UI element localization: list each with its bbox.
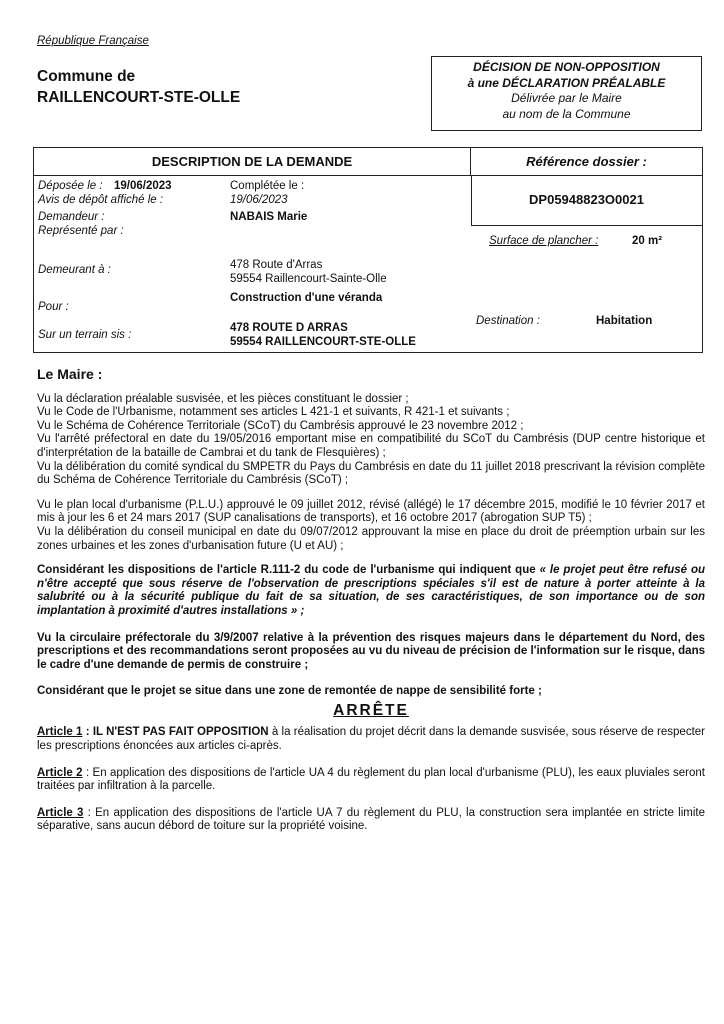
article-1-label: Article 1: [37, 726, 83, 739]
decision-subtitle: à une DÉCLARATION PRÉALABLE: [467, 75, 666, 90]
surface-label: Surface de plancher :: [489, 235, 599, 247]
decision-title: DÉCISION DE NON-OPPOSITION: [473, 60, 660, 74]
vu-deliberation-conseil: Vu la délibération du conseil municipal en date du 09/07/2012 approuvant la mise en place du droit de préemption urbain sur les zones urbaines et les zones d'urbanisation future (U et AU) ;: [37, 525, 705, 552]
article-1-bold: : IL N'EST PAS FAIT OPPOSITION: [82, 726, 269, 739]
demande-title: DESCRIPTION DE LA DEMANDE: [34, 148, 471, 176]
pour-label: Pour :: [38, 301, 69, 313]
article-2-text: : En application des dispositions de l'article UA 4 du règlement du plan local d'urbanisme (PLU), les eaux pluviales seront traitées par infiltration à la parcelle.: [37, 766, 705, 793]
terrain-line1: 478 ROUTE D ARRAS: [230, 322, 348, 334]
vu-scot: Vu le Schéma de Cohérence Territoriale (SCoT) du Cambrésis approuvé le 23 novembre 2012 ;: [37, 419, 524, 432]
vu-plu: Vu le plan local d'urbanisme (P.L.U.) approuvé le 09 juillet 2012, révisé (allégé) le 17 décembre 2015, modifié le 10 février 2017 et mis à jour les 6 et 24 mars 2017 (SUP canalisations de transports), et 16 octobre 2017 (abrogation SUP T5) ;: [37, 498, 705, 525]
demeurant-label: Demeurant à :: [38, 264, 111, 276]
demande-table: [33, 147, 703, 353]
arrete-heading: ARRÊTE: [333, 701, 409, 719]
vu-declaration: Vu la déclaration préalable susvisée, et les pièces constituant le dossier ;: [37, 392, 409, 405]
vu-circulaire: Vu la circulaire préfectorale du 3/9/2007 relative à la prévention des risques majeurs dans le département du Nord, des prescriptions et des recommandations seront proposées au vu du niveau de précision de l'information sur le risque, dans le cadre d'une demande de permis de construire ;: [37, 631, 705, 671]
considerant-intro: Considérant les dispositions de l'article R.111-2 du code de l'urbanisme qui indiquent que: [37, 564, 536, 577]
article-1: [37, 726, 705, 753]
terrain-line2: 59554 RAILLENCOURT-STE-OLLE: [230, 336, 416, 348]
deposee-label: Déposée le :: [38, 180, 103, 192]
divider: [471, 225, 702, 226]
completee-label: Complétée le :: [230, 180, 305, 192]
decision-on-behalf: au nom de la Commune: [502, 106, 631, 121]
maire-heading: Le Maire :: [37, 366, 103, 382]
article-2-label: Article 2: [37, 766, 83, 779]
article-3: [37, 807, 705, 834]
considerant-quote: « le projet peut être refusé ou n'être accepté que sous réserve de l'observation de prescriptions spéciales s'il est de nature à porter atteinte à la salubrité ou à la sécurité publique du fait de sa situation, de ses caractéristiques, de son importance ou de son implantation à proximité d'autres installations » ;: [37, 564, 705, 617]
deposee-value: 19/06/2023: [114, 180, 172, 192]
article-1-text: à la réalisation du projet décrit dans la demande susvisée, sous réserve de respecter les prescriptions énoncées aux articles ci-après.: [37, 726, 705, 753]
demandeur-label: Demandeur :: [38, 211, 105, 223]
destination-label: Destination :: [476, 315, 540, 327]
commune-line2: RAILLENCOURT-STE-OLLE: [37, 89, 241, 106]
commune-name: [37, 66, 240, 108]
reference-value: DP05948823O0021: [529, 192, 644, 207]
avis-label: Avis de dépôt affiché le :: [38, 194, 164, 206]
terrain-label: Sur un terrain sis :: [38, 329, 132, 341]
republique-francaise: République Française: [37, 35, 149, 47]
demeurant-line2: 59554 Raillencourt-Sainte-Olle: [230, 273, 387, 285]
destination-value: Habitation: [596, 315, 653, 327]
decision-box: [431, 56, 702, 131]
article-3-label: Article 3: [37, 806, 84, 819]
article-3-text: : En application des dispositions de l'article UA 7 du règlement du PLU, la construction sera implantée en stricte limite séparative, sans aucun débord de toiture sur la propriété voisine.: [37, 806, 705, 833]
considerant-nappe: Considérant que le projet se situe dans une zone de remontée de nappe de sensibilité forte ;: [37, 685, 542, 698]
vu-code-urbanisme: Vu le Code de l'Urbanisme, notamment ses articles L 421-1 et suivants, R 421-1 et suivants ;: [37, 406, 510, 419]
decision-body: [37, 368, 705, 834]
demandeur-value: NABAIS Marie: [230, 211, 308, 223]
vu-deliberation-smpetr: Vu la délibération du comité syndical du SMPETR du Pays du Cambrésis en date du 11 juillet 2018 prescrivant la révision complète du Schéma de Cohérence Territoriale du Cambrésis (SCoT) ;: [37, 460, 705, 487]
represente-label: Représenté par :: [38, 225, 124, 237]
pour-value: Construction d'une véranda: [230, 292, 383, 304]
decision-issuer: Délivrée par le Maire: [511, 91, 622, 105]
considerant-r111-2: [37, 564, 705, 618]
commune-line1: Commune de: [37, 68, 136, 85]
demeurant-line1: 478 Route d'Arras: [230, 259, 323, 271]
completee-value: 19/06/2023: [230, 194, 288, 206]
article-2: [37, 767, 705, 794]
surface-value: 20 m²: [632, 235, 663, 247]
vu-arrete-prefectoral: Vu l'arrêté préfectoral en date du 19/05/2016 emportant mise en compatibilité du SCoT du Cambrésis (DUP centre historique et d'interprétation de la bataille de Cambrai et du tank de Flesquières) ;: [37, 433, 705, 459]
reference-title: Référence dossier :: [471, 148, 702, 176]
